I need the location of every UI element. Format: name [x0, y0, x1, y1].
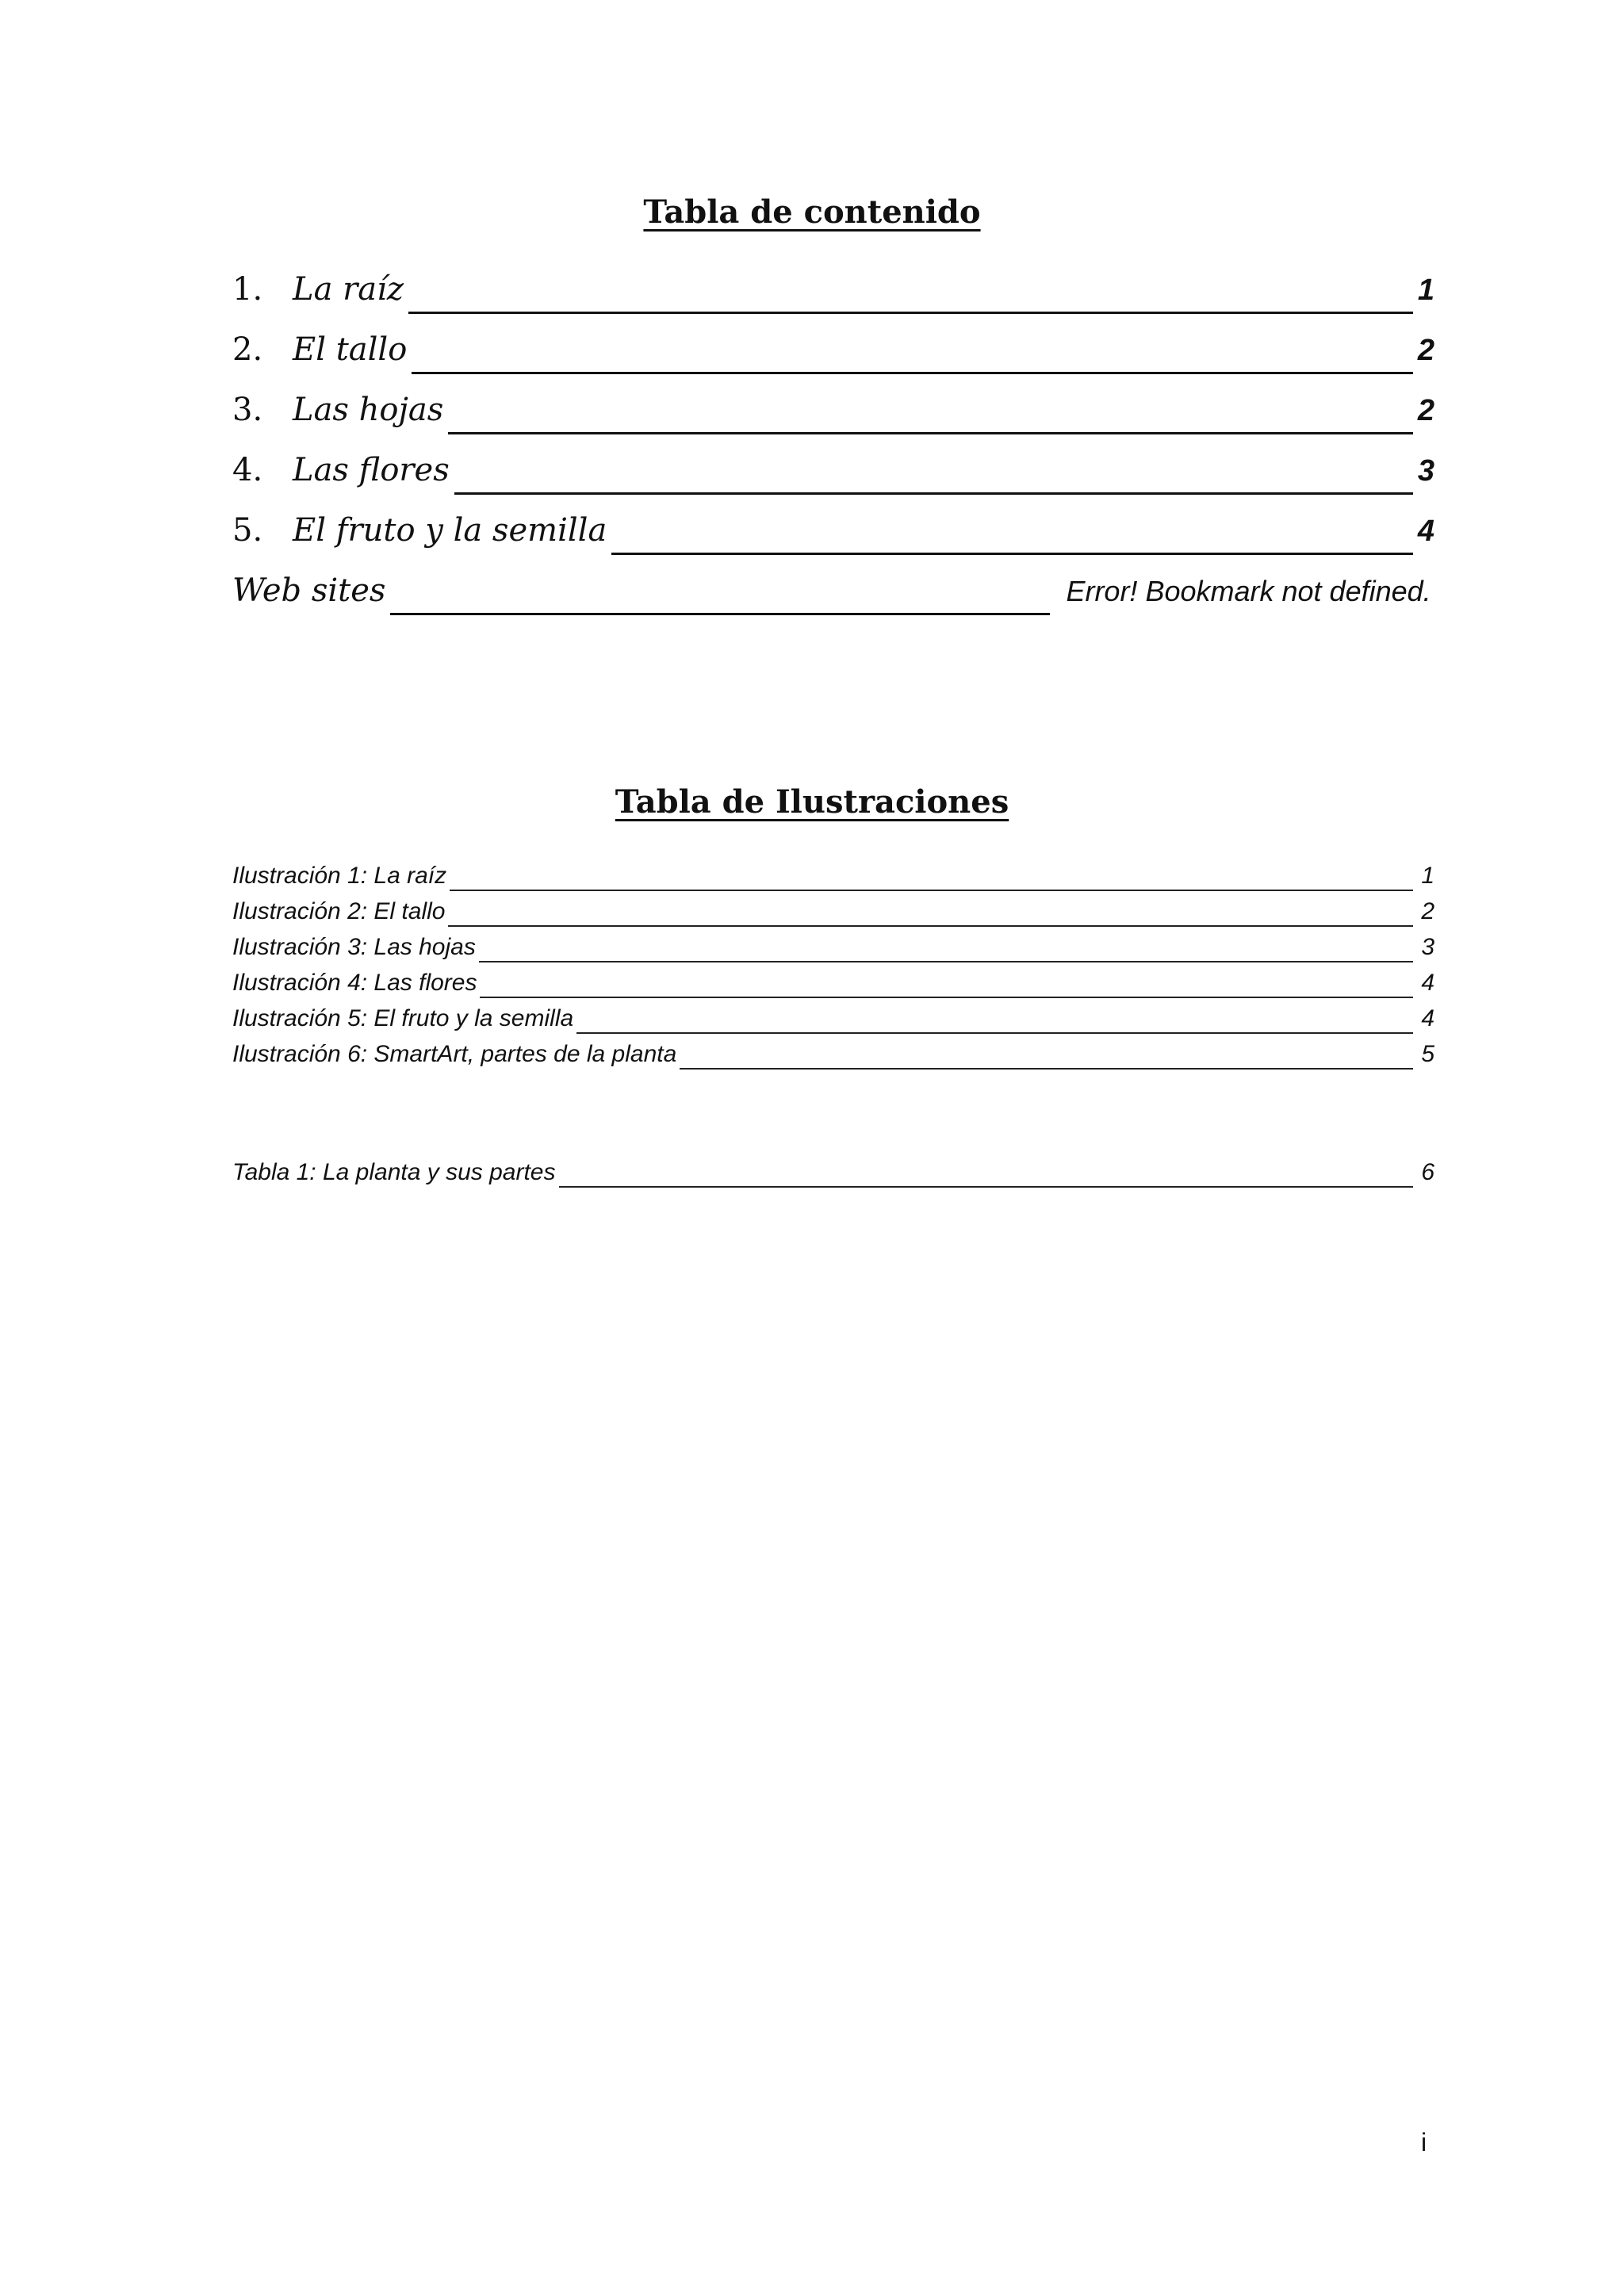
illustration-entry-page: 3 — [1421, 934, 1434, 960]
illustration-entry-label: Ilustración 3: Las hojas — [232, 934, 476, 960]
leader-line — [479, 961, 1413, 962]
leader-line — [480, 997, 1413, 998]
toc-entry-number: 5. — [232, 512, 263, 549]
table-of-tables — [232, 1159, 1434, 1195]
toc-entry-number: 4. — [232, 452, 263, 488]
toc-entry-page: 4 — [1417, 515, 1434, 548]
illustration-entry-page: 4 — [1421, 1005, 1434, 1031]
illustration-entry-page: 5 — [1421, 1041, 1434, 1067]
illustration-entry[interactable] — [232, 863, 1434, 898]
toc-entry-page: 1 — [1417, 274, 1434, 307]
illustration-entry-label: Ilustración 4: Las flores — [232, 970, 477, 996]
table-entry-label: Tabla 1: La planta y sus partes — [232, 1159, 556, 1185]
leader-line — [454, 492, 1413, 495]
table-entry[interactable] — [232, 1159, 1434, 1195]
illustration-entry-label: Ilustración 5: El fruto y la semilla — [232, 1005, 574, 1031]
toc-entry-number: 2. — [232, 331, 263, 368]
illustration-entry-label: Ilustración 6: SmartArt, partes de la planta — [232, 1041, 677, 1067]
illustrations-heading: Tabla de Ilustraciones — [615, 783, 1009, 821]
leader-line — [611, 553, 1413, 555]
leader-line — [559, 1186, 1414, 1188]
toc-entry-label: El fruto y la semilla — [293, 512, 607, 549]
table-of-illustrations — [232, 863, 1434, 1077]
leader-line — [408, 312, 1413, 314]
toc-entry-page: 2 — [1417, 394, 1434, 427]
toc-entry-label: Las flores — [293, 452, 450, 488]
illustration-entry[interactable] — [232, 970, 1434, 1005]
toc-entry[interactable] — [232, 331, 1434, 392]
illustration-entry-page: 1 — [1421, 863, 1434, 889]
leader-line — [448, 925, 1413, 927]
toc-entry-web-sites[interactable] — [232, 572, 1434, 633]
toc-entry[interactable] — [232, 271, 1434, 331]
table-of-contents — [232, 271, 1434, 633]
toc-entry-number: 1. — [232, 271, 263, 308]
leader-line — [448, 432, 1413, 434]
illustration-entry[interactable] — [232, 1005, 1434, 1041]
leader-line — [412, 372, 1413, 374]
illustration-entry-page: 2 — [1421, 898, 1434, 924]
toc-entry-page: 2 — [1417, 334, 1434, 367]
toc-entry[interactable] — [232, 512, 1434, 572]
toc-entry[interactable] — [232, 452, 1434, 512]
toc-entry-number: 3. — [232, 392, 263, 428]
leader-line — [680, 1068, 1413, 1070]
leader-line — [390, 613, 1050, 615]
toc-entry-label: El tallo — [293, 331, 408, 368]
toc-entry[interactable] — [232, 392, 1434, 452]
bookmark-error-text: Error! Bookmark not defined. — [1066, 575, 1431, 607]
leader-line — [450, 890, 1413, 891]
leader-line — [576, 1032, 1413, 1034]
illustration-entry-label: Ilustración 2: El tallo — [232, 898, 446, 924]
toc-entry-label: Las hojas — [293, 392, 444, 428]
toc-heading: Tabla de contenido — [643, 193, 981, 231]
illustration-entry-page: 4 — [1421, 970, 1434, 996]
table-entry-page: 6 — [1421, 1159, 1434, 1185]
illustration-entry[interactable] — [232, 934, 1434, 970]
page-number: i — [1421, 2128, 1427, 2156]
toc-entry-label: Web sites — [232, 572, 386, 609]
toc-entry-label: La raíz — [293, 271, 404, 308]
toc-entry-page: 3 — [1417, 454, 1434, 488]
illustration-entry-label: Ilustración 1: La raíz — [232, 863, 447, 889]
illustration-entry[interactable] — [232, 1041, 1434, 1077]
illustration-entry[interactable] — [232, 898, 1434, 934]
